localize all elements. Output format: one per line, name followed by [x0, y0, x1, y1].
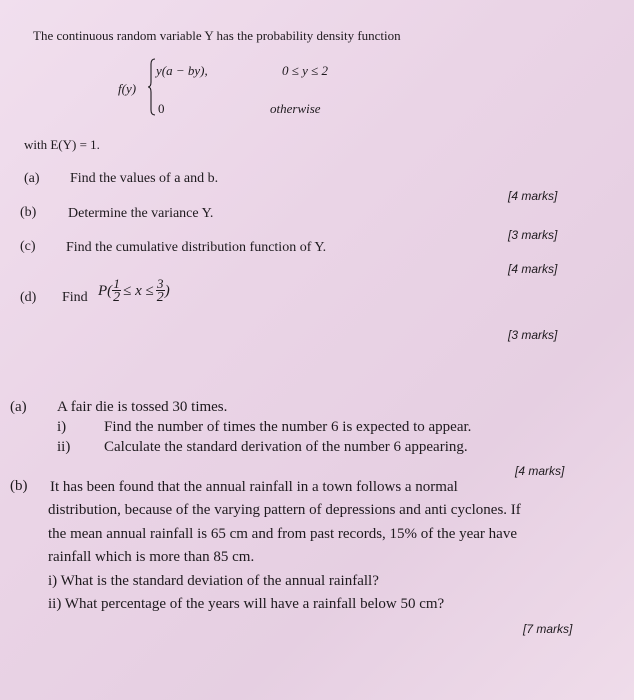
q2-part-b-line-2: distribution, because of the varying pattern of depressions and anti cyclones. If	[48, 502, 521, 518]
q1-part-d-expression	[98, 277, 170, 305]
fraction-three-halves	[156, 277, 165, 305]
q2-part-b-line-5: i) What is the standard deviation of the annual rainfall?	[48, 573, 379, 589]
q1-intro: The continuous random variable Y has the probability density function	[33, 28, 401, 43]
q2-part-a-marks: [4 marks]	[515, 464, 565, 478]
fraction-one-half	[112, 277, 121, 305]
q1-part-b-text: Determine the variance Y.	[68, 206, 214, 221]
q2-part-a-sub-ii-label: ii)	[57, 439, 71, 455]
q2-part-b-line-6: ii) What percentage of the years will have a rainfall below 50 cm?	[48, 596, 445, 612]
pdf-case2-expr: 0	[158, 101, 165, 116]
pdf-fy: f(y)	[118, 81, 137, 96]
pdf-brace	[148, 58, 156, 116]
q1-part-c-marks: [4 marks]	[508, 262, 558, 276]
fraction-1-numerator: 1	[113, 276, 120, 291]
q1-part-a-label: (a)	[24, 171, 40, 186]
q2-part-a-text: A fair die is tossed 30 times.	[57, 399, 228, 415]
q2-part-b-line-4: rainfall which is more than 85 cm.	[48, 549, 255, 565]
q1-part-d-marks: [3 marks]	[508, 328, 558, 342]
q1-part-a-text: Find the values of a and b.	[70, 171, 219, 186]
q1-part-b-marks: [3 marks]	[508, 228, 558, 242]
pdf-case1-expr: y(a − by),	[156, 63, 208, 78]
q2-part-b-line-3: the mean annual rainfall is 65 cm and from past records, 15% of the year have	[48, 526, 517, 542]
prob-p: P(	[98, 282, 113, 299]
q1-part-c-text: Find the cumulative distribution function of Y.	[66, 240, 327, 255]
q1-given: with E(Y) = 1.	[24, 137, 100, 152]
q1-part-d-label: (d)	[20, 290, 37, 305]
q1-part-a-marks: [4 marks]	[508, 189, 558, 203]
fraction-2-numerator: 3	[157, 276, 164, 291]
q2-part-b-label: (b)	[10, 478, 28, 494]
fraction-2-denominator: 2	[156, 290, 164, 305]
q2-part-a-label: (a)	[10, 399, 27, 415]
q2-part-b-marks: [7 marks]	[523, 622, 573, 636]
q2-part-b-line-1: It has been found that the annual rainfall in a town follows a normal	[50, 479, 458, 495]
pdf-case1-cond: 0 ≤ y ≤ 2	[282, 63, 329, 78]
q2-part-a-sub-i-text: Find the number of times the number 6 is expected to appear.	[104, 419, 472, 435]
q1-part-b-label: (b)	[20, 205, 37, 220]
prob-middle: ≤ x ≤	[123, 282, 154, 299]
q2-part-a-sub-ii-text: Calculate the standard derivation of the number 6 appearing.	[104, 439, 468, 455]
prob-close: )	[164, 282, 170, 299]
q2-part-a-sub-i-label: i)	[57, 419, 67, 435]
fraction-1-denominator: 2	[113, 290, 121, 305]
pdf-case2-cond: otherwise	[270, 101, 321, 116]
q1-part-d-text: Find	[62, 290, 88, 305]
q1-part-c-label: (c)	[20, 239, 36, 254]
